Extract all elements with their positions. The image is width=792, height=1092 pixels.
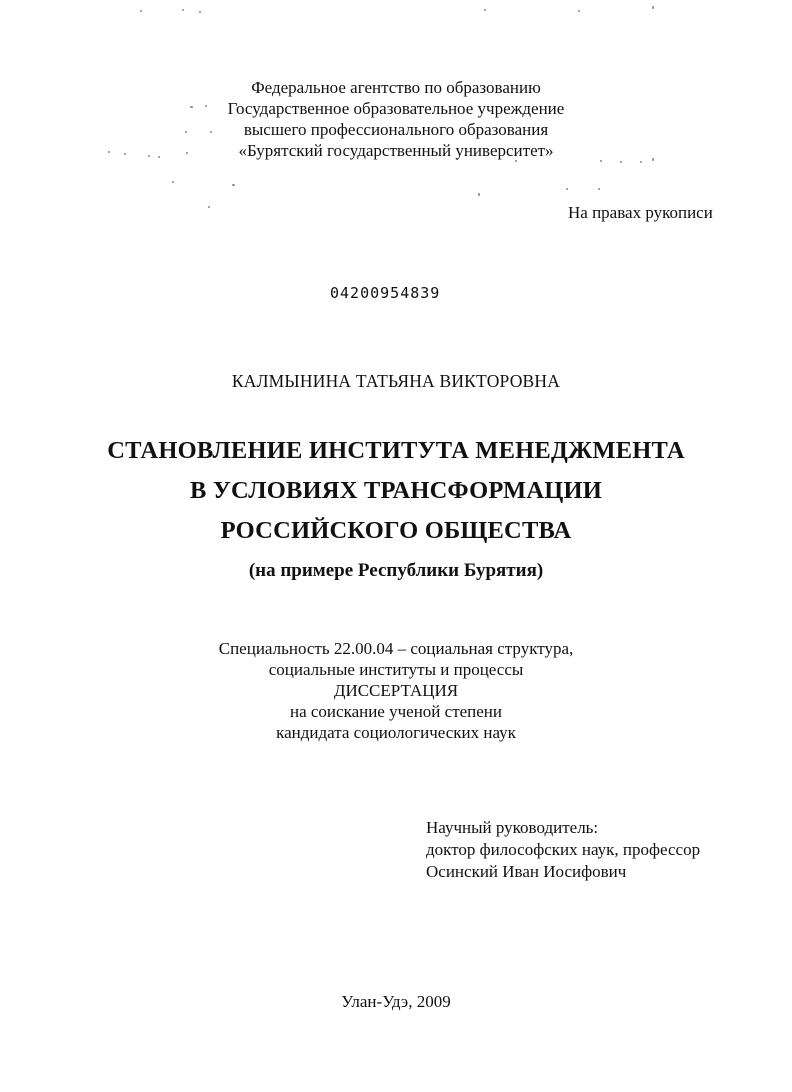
supervisor-degree: доктор философских наук, профессор (426, 840, 701, 859)
specialty-line-2: социальные институты и процессы (268, 660, 524, 679)
specialty-line-1: Специальность 22.00.04 – социальная структура, (218, 639, 574, 658)
title-line-2: В УСЛОВИЯХ ТРАНСФОРМАЦИИ (189, 477, 603, 504)
city-year: Улан-Удэ, 2009 (341, 992, 451, 1011)
title-subtitle: (на примере Республики Бурятия) (248, 560, 544, 581)
document-type: ДИССЕРТАЦИЯ (333, 681, 459, 700)
supervisor-label: Научный руководитель: (426, 818, 599, 837)
institution-line-2: Государственное образовательное учреждение (227, 99, 565, 118)
institution-line-3: высшего профессионального образования (243, 120, 549, 139)
degree-name: кандидата социологических наук (276, 723, 516, 742)
institution-line-4: «Бурятский государственный университет» (238, 141, 554, 160)
rights-note: На правах рукописи (568, 203, 713, 222)
title-line-1: СТАНОВЛЕНИЕ ИНСТИТУТА МЕНЕДЖМЕНТА (107, 437, 685, 464)
title-line-3: РОССИЙСКОГО ОБЩЕСТВА (220, 517, 572, 544)
institution-line-1: Федеральное агентство по образованию (251, 78, 541, 97)
author-name: КАЛМЫНИНА ТАТЬЯНА ВИКТОРОВНА (231, 371, 561, 391)
degree-purpose: на соискание ученой степени (289, 702, 503, 721)
supervisor-name: Осинский Иван Иосифович (426, 862, 627, 881)
registry-code: 04200954839 (330, 284, 441, 302)
